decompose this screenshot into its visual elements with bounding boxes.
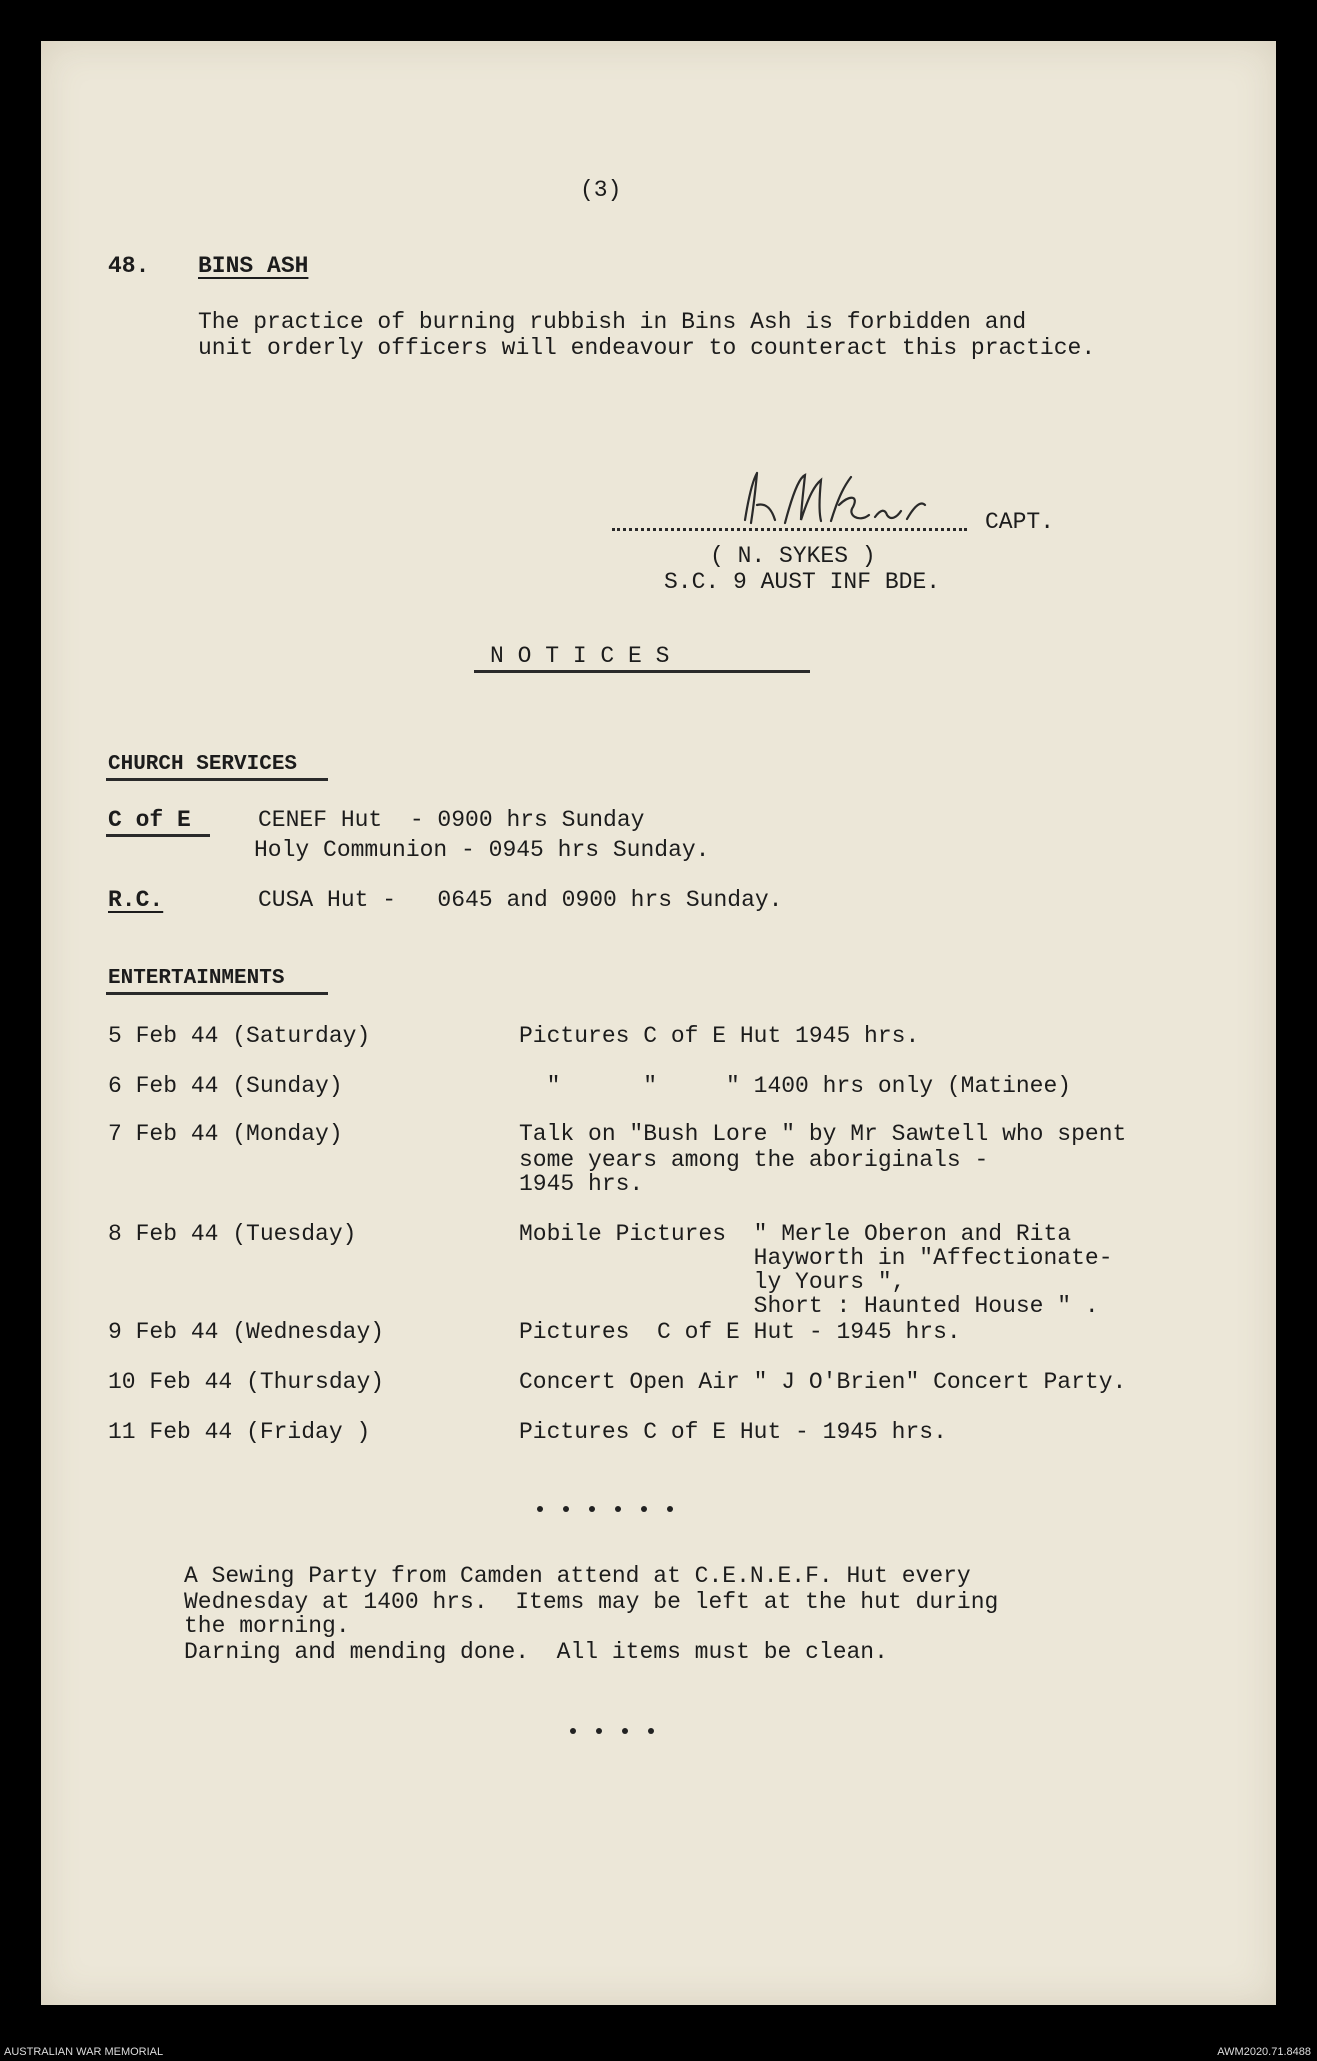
church-line: CUSA Hut - 0645 and 0900 hrs Sunday. (258, 887, 783, 913)
entertainment-detail: Mobile Pictures " Merle Oberon and Rita (519, 1221, 1072, 1247)
signature-rank: CAPT. (985, 509, 1055, 535)
entertainment-detail: " " " 1400 hrs only (Matinee) (519, 1073, 1072, 1099)
footer-right: AWM2020.71.8488 (1217, 2046, 1311, 2058)
church-line: Holy Communion - 0945 hrs Sunday. (254, 837, 710, 863)
church-label-underline (106, 834, 210, 837)
church-label: C of E (108, 807, 191, 833)
sewing-notice-line: A Sewing Party from Camden attend at C.E.N.E.F. Hut every (184, 1563, 971, 1589)
item-body-line: unit orderly officers will endeavour to counteract this practice. (198, 335, 1096, 361)
entertainment-detail: Short : Haunted House " . (519, 1293, 1099, 1319)
item-number: 48. (108, 253, 150, 279)
church-services-heading: CHURCH SERVICES (108, 753, 298, 776)
sewing-notice-line: the morning. (184, 1613, 350, 1639)
entertainment-date: 11 Feb 44 (Friday ) (108, 1419, 371, 1445)
church-heading-underline (106, 778, 328, 781)
entertainments-underline (106, 992, 328, 995)
entertainment-date: 6 Feb 44 (Sunday) (108, 1073, 343, 1099)
entertainment-date: 9 Feb 44 (Wednesday) (108, 1319, 385, 1345)
notices-heading: N O T I C E S (490, 643, 670, 669)
entertainment-detail: Talk on "Bush Lore " by Mr Sawtell who spent (519, 1121, 1127, 1147)
entertainment-detail: Hayworth in "Affectionate- (519, 1245, 1113, 1271)
page-number: (3) (580, 177, 622, 203)
signatory-name: ( N. SYKES ) (710, 543, 876, 569)
entertainments-heading: ENTERTAINMENTS (108, 967, 285, 990)
notices-underline (474, 670, 810, 673)
entertainment-detail: Concert Open Air " J O'Brien" Concert Party. (519, 1369, 1127, 1395)
entertainment-date: 8 Feb 44 (Tuesday) (108, 1221, 357, 1247)
entertainment-detail: some years among the aboriginals - (519, 1147, 989, 1173)
church-line: CENEF Hut - 0900 hrs Sunday (258, 807, 645, 833)
sewing-notice-line: Darning and mending done. All items must be clean. (184, 1639, 888, 1665)
section-separator-dots (537, 1506, 673, 1512)
church-label: R.C. (108, 887, 164, 913)
entertainment-detail: Pictures C of E Hut - 1945 hrs. (519, 1319, 961, 1345)
item-body-line: The practice of burning rubbish in Bins Ash is forbidden and (198, 309, 1027, 335)
sewing-notice-line: Wednesday at 1400 hrs. Items may be left at the hut during (184, 1589, 999, 1615)
entertainment-detail: 1945 hrs. (519, 1171, 644, 1197)
entertainment-date: 5 Feb 44 (Saturday) (108, 1023, 371, 1049)
entertainment-detail: Pictures C of E Hut 1945 hrs. (519, 1023, 920, 1049)
footer-left: AUSTRALIAN WAR MEMORIAL (4, 2046, 164, 2058)
entertainment-date: 10 Feb 44 (Thursday) (108, 1369, 385, 1395)
entertainment-date: 7 Feb 44 (Monday) (108, 1121, 343, 1147)
signatory-unit: S.C. 9 AUST INF BDE. (664, 569, 941, 595)
item-heading: BINS ASH (198, 253, 309, 279)
entertainment-detail: ly Yours ", (519, 1269, 906, 1295)
handwritten-signature (735, 465, 995, 535)
entertainment-detail: Pictures C of E Hut - 1945 hrs. (519, 1419, 947, 1445)
end-separator-dots (570, 1728, 654, 1734)
